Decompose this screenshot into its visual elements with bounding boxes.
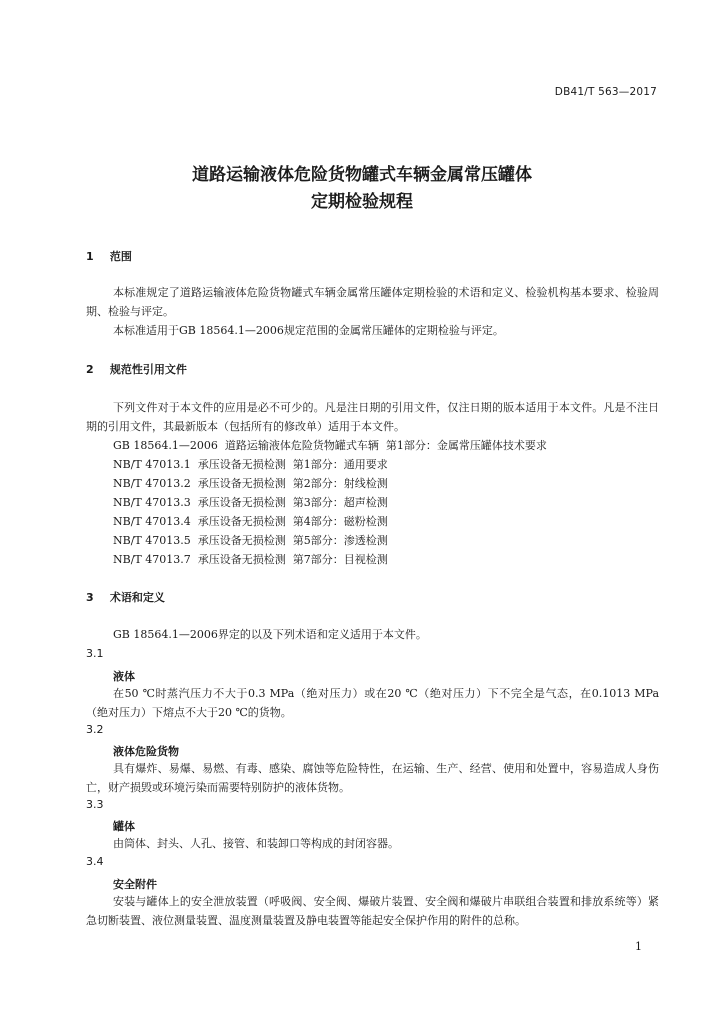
term-definition: 由筒体、封头、人孔、接管、和装卸口等构成的封闭容器。: [113, 837, 399, 850]
section-3-intro: GB 18564.1—2006界定的以及下列术语和定义适用于本文件。: [113, 628, 427, 641]
term-number: 3.4: [86, 855, 104, 868]
section-3-heading: [86, 589, 165, 605]
section-1-paragraph-1: 本标准规定了道路运输液体危险货物罐式车辆金属常压罐体定期检验的术语和定义、检验机构基本要求、检验周期、检验与评定。: [86, 286, 659, 318]
reference-item: GB 18564.1—2006 道路运输液体危险货物罐式车辆 第1部分：金属常压罐体技术要求: [113, 439, 547, 452]
term-name: 液体: [113, 670, 135, 683]
standard-number: DB41/T 563—2017: [554, 86, 657, 98]
term-name: 安全附件: [113, 878, 157, 891]
section-2-intro: 下列文件对于本文件的应用是必不可少的。凡是注日期的引用文件，仅注日期的版本适用于本文件。凡是不注日期的引用文件，其最新版本（包括所有的修改单）适用于本文件。: [86, 401, 659, 433]
section-number: 3: [86, 591, 94, 604]
reference-item: NB/T 47013.3 承压设备无损检测 第3部分：超声检测: [113, 496, 388, 509]
term-number: 3.1: [86, 647, 104, 660]
section-title: 规范性引用文件: [109, 363, 187, 376]
section-2-heading: [86, 361, 187, 377]
section-number: 2: [86, 363, 94, 376]
section-title: 术语和定义: [109, 591, 165, 604]
term-definition: 安装与罐体上的安全泄放装置（呼吸阀、安全阀、爆破片装置、安全阀和爆破片串联组合装置和排放系统等）紧急切断装置、液位测量装置、温度测量装置及静电装置等能起安全保护作用的附件的总称。: [86, 895, 659, 927]
reference-item: NB/T 47013.1 承压设备无损检测 第1部分：通用要求: [113, 458, 388, 471]
term-name: 液体危险货物: [113, 745, 179, 758]
page-number: 1: [635, 940, 642, 953]
reference-item: NB/T 47013.2 承压设备无损检测 第2部分：射线检测: [113, 477, 388, 490]
term-name: 罐体: [113, 820, 135, 833]
document-title-line2: 定期检验规程: [311, 192, 413, 212]
section-title: 范围: [109, 250, 132, 263]
document-title-line1: 道路运输液体危险货物罐式车辆金属常压罐体: [192, 165, 532, 185]
reference-item: NB/T 47013.4 承压设备无损检测 第4部分：磁粉检测: [113, 515, 388, 528]
term-number: 3.2: [86, 723, 104, 736]
term-definition: 在50 ℃时蒸汽压力不大于0.3 MPa（绝对压力）或在20 ℃（绝对压力）下不完全是气态，在0.1013 MPa（绝对压力）下熔点不大于20 ℃的货物。: [86, 687, 659, 719]
reference-item: NB/T 47013.5 承压设备无损检测 第5部分：渗透检测: [113, 534, 388, 547]
section-1-heading: [86, 248, 132, 264]
section-1-paragraph-2: 本标准适用于GB 18564.1—2006规定范围的金属常压罐体的定期检验与评定。: [113, 324, 504, 337]
section-number: 1: [86, 250, 94, 263]
term-definition: 具有爆炸、易爆、易燃、有毒、感染、腐蚀等危险特性，在运输、生产、经营、使用和处置中，容易造成人身伤亡，财产损毁或环境污染而需要特别防护的液体货物。: [86, 762, 659, 794]
term-number: 3.3: [86, 798, 104, 811]
reference-item: NB/T 47013.7 承压设备无损检测 第7部分：目视检测: [113, 553, 388, 566]
